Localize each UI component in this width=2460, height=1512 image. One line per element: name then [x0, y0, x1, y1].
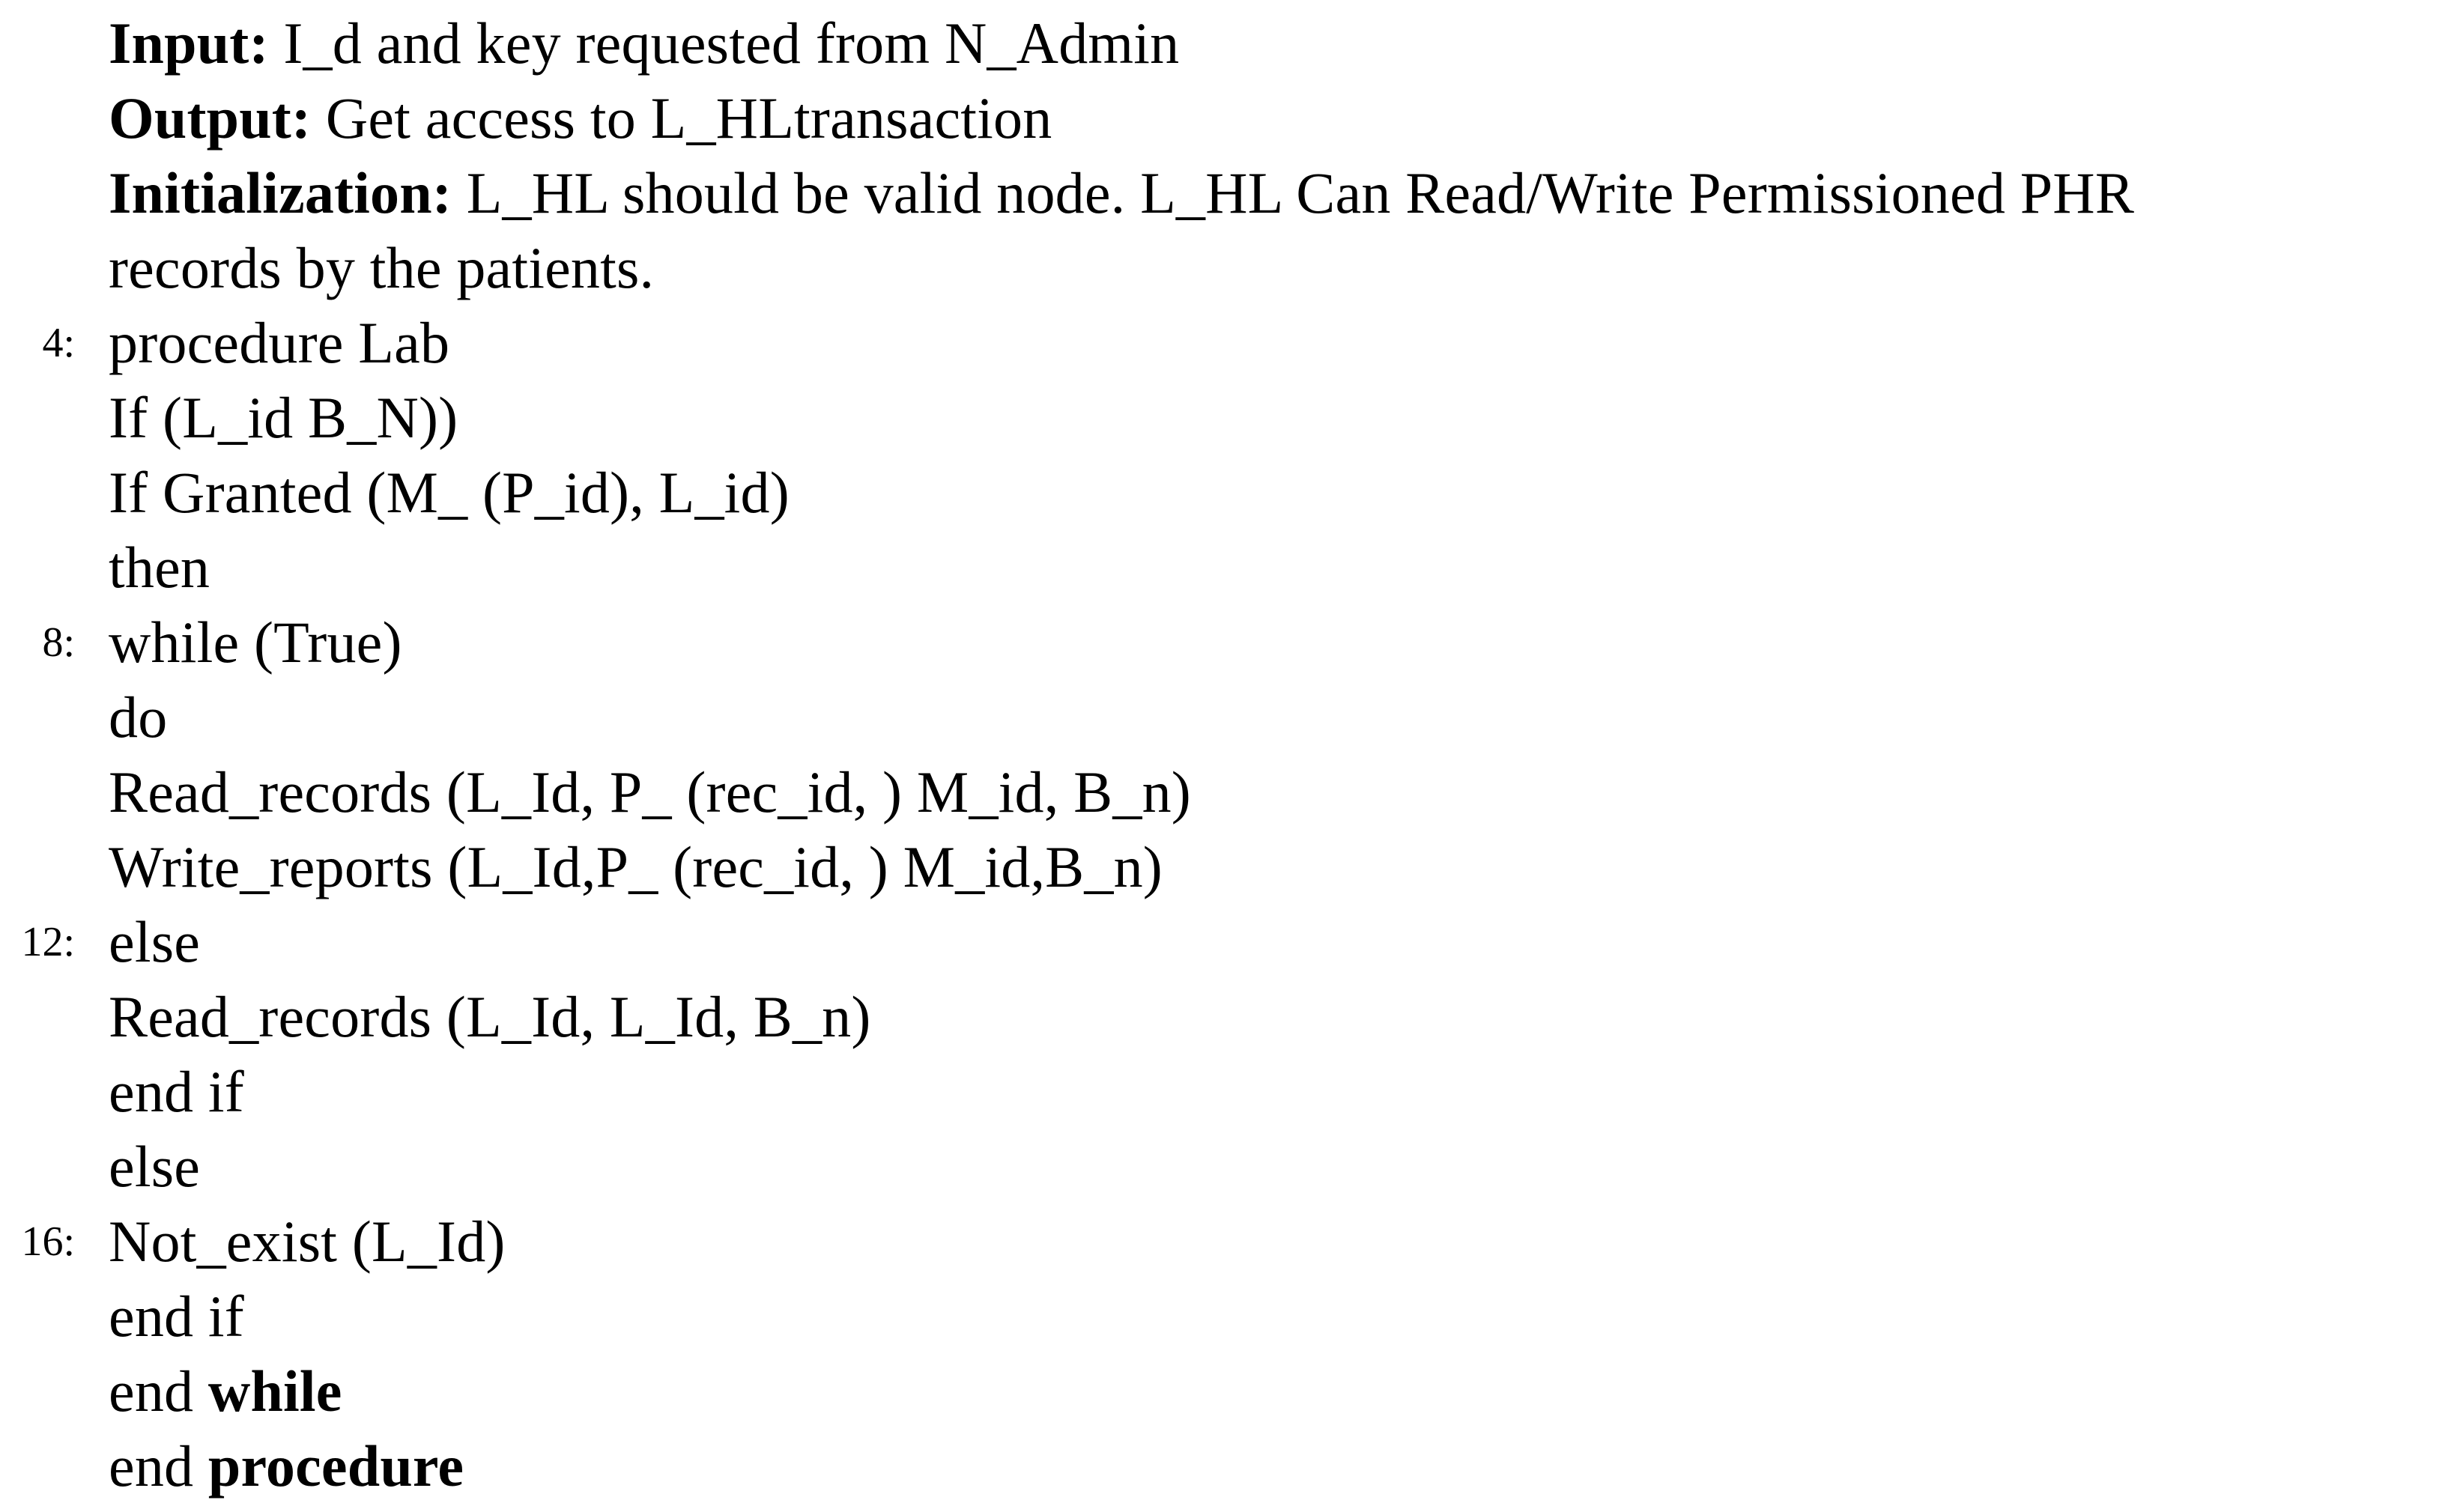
algorithm-line	[0, 755, 2460, 830]
line-text: do	[109, 684, 168, 750]
algorithm-line	[0, 455, 2460, 530]
input-label: Input:	[109, 10, 269, 76]
algorithm-line	[0, 1279, 2460, 1354]
algorithm-line	[0, 306, 2460, 380]
end-prefix: end	[109, 1433, 208, 1499]
output-line	[0, 81, 2460, 156]
algorithm-line	[0, 1204, 2460, 1279]
line-text: Read_records (L_Id, P_ (rec_id, ) M_id, B_n)	[109, 759, 1191, 825]
output-text	[109, 81, 1052, 156]
initialization-label: Initialization:	[109, 160, 452, 225]
input-value: I_d and key requested from N_Admin	[268, 10, 1180, 76]
algorithm-line	[0, 680, 2460, 755]
algorithm-line	[0, 380, 2460, 455]
line-text: end if	[109, 1284, 244, 1349]
output-value: Get access to L_HLtransaction	[311, 85, 1052, 151]
algorithm-line	[0, 1354, 2460, 1429]
output-label: Output:	[109, 85, 312, 151]
initialization-text	[109, 156, 2134, 231]
line-text: else	[109, 909, 201, 974]
line-text: while (True)	[109, 610, 402, 675]
line-number: 16:	[21, 1218, 75, 1265]
line-text: end if	[109, 1059, 244, 1124]
initialization-value: L_HL should be valid node. L_HL Can Read/Write Permissioned PHR	[452, 160, 2135, 225]
line-number: 4:	[42, 320, 75, 366]
line-text: Write_reports (L_Id,P_ (rec_id, ) M_id,B_n)	[109, 834, 1163, 899]
while-keyword: while	[207, 1358, 342, 1424]
algorithm-line	[0, 980, 2460, 1054]
initialization-continuation-line	[0, 231, 2460, 306]
initialization-line	[0, 156, 2460, 231]
line-text: If (L_id B_N))	[109, 385, 458, 450]
algorithm-line	[0, 1054, 2460, 1129]
line-text: Not_exist (L_Id)	[109, 1209, 506, 1274]
algorithm-line	[0, 905, 2460, 980]
line-text	[109, 1429, 464, 1504]
algorithm-line	[0, 605, 2460, 680]
algorithm-line	[0, 1429, 2460, 1504]
line-text: Read_records (L_Id, L_Id, B_n)	[109, 984, 871, 1049]
line-text: else	[109, 1134, 201, 1199]
end-prefix: end	[109, 1358, 208, 1424]
algorithm-line	[0, 530, 2460, 605]
algorithm-line	[0, 1129, 2460, 1204]
algorithm-block	[0, 6, 2460, 1504]
line-number: 8:	[42, 619, 75, 666]
input-line	[0, 6, 2460, 81]
initialization-continuation: records by the patients.	[109, 235, 655, 300]
algorithm-line	[0, 830, 2460, 905]
line-text	[109, 1354, 342, 1429]
line-text: If Granted (M_ (P_id), L_id)	[109, 460, 790, 525]
line-number: 12:	[21, 919, 75, 965]
line-text: procedure Lab	[109, 310, 450, 375]
procedure-keyword: procedure	[207, 1433, 464, 1499]
input-text	[109, 6, 1179, 81]
line-text: then	[109, 535, 210, 600]
